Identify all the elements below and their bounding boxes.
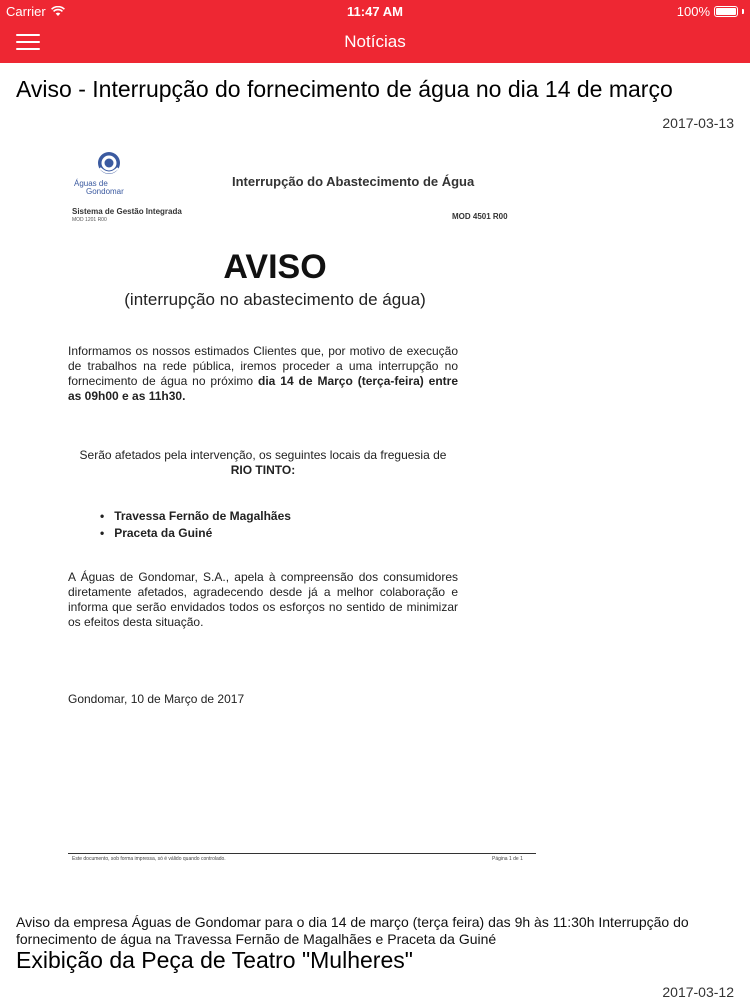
battery-status bbox=[677, 4, 744, 19]
top-bar bbox=[0, 0, 750, 63]
doc-heading: AVISO bbox=[223, 248, 327, 286]
doc-paragraph-3: A Águas de Gondomar, S.A., apela à compreensão dos consumidores diretamente afetados, agradecendo desde já a melhor colaboração e informa que serão envidados todos os esforços no sentido de minimizar os efeitos desta situação. bbox=[68, 570, 458, 629]
doc-place-date: Gondomar, 10 de Março de 2017 bbox=[68, 692, 245, 706]
nav-bar bbox=[0, 22, 750, 62]
doc-paragraph-2: Serão afetados pela intervenção, os seguintes locais da freguesia de RIO TINTO: bbox=[79, 448, 447, 477]
doc-subheading: (interrupção no abastecimento de água) bbox=[124, 290, 426, 309]
doc-paragraph-1: Informamos os nossos estimados Clientes que, por motivo de execução de trabalhos na rede pública, iremos proceder a uma interrupção no fornecimento de água no próximo dia 14 de Março (terça-feira) entre as 09h00 e as 11h30. bbox=[68, 344, 458, 403]
article-title[interactable]: Aviso - Interrupção do fornecimento de água no dia 14 de março bbox=[16, 76, 673, 102]
list-item: • Praceta da Guiné bbox=[100, 525, 291, 542]
status-bar bbox=[0, 0, 750, 22]
doc-footer-line bbox=[68, 853, 536, 854]
battery-fill bbox=[716, 8, 736, 15]
status-time: 11:47 AM bbox=[347, 4, 403, 19]
article-image[interactable] bbox=[60, 140, 540, 870]
article-date: 2017-03-13 bbox=[662, 115, 734, 131]
article-date: 2017-03-12 bbox=[662, 984, 734, 1000]
list-item: • Travessa Fernão de Magalhães bbox=[100, 508, 291, 525]
article-title[interactable]: Exibição da Peça de Teatro "Mulheres" bbox=[16, 947, 413, 973]
logo-text: Águas de Gondomar bbox=[74, 179, 124, 196]
doc-footer-note: Este documento, sob forma impressa, só é válido quando controlado. bbox=[72, 856, 226, 862]
doc-system-code: MOD 1201 R00 bbox=[72, 217, 107, 223]
battery-percent: 100% bbox=[676, 4, 710, 19]
carrier-label: Carrier bbox=[6, 4, 46, 19]
article-summary: Aviso da empresa Águas de Gondomar para o dia 14 de março (terça feira) das 9h às 11:30h Interrupção do fornecimento de água na Travessa Fernão de Magalhães e Praceta da Guiné bbox=[16, 914, 689, 947]
doc-locations-list bbox=[100, 508, 291, 542]
doc-mod-code: MOD 4501 R00 bbox=[452, 212, 508, 221]
doc-system-label: Sistema de Gestão Integrada bbox=[72, 207, 182, 216]
battery-icon bbox=[714, 6, 738, 17]
doc-header-title: Interrupção do Abastecimento de Água bbox=[232, 174, 475, 189]
battery-tip bbox=[742, 9, 744, 14]
nav-title: Notícias bbox=[344, 32, 406, 51]
doc-page-number: Página 1 de 1 bbox=[492, 856, 523, 862]
